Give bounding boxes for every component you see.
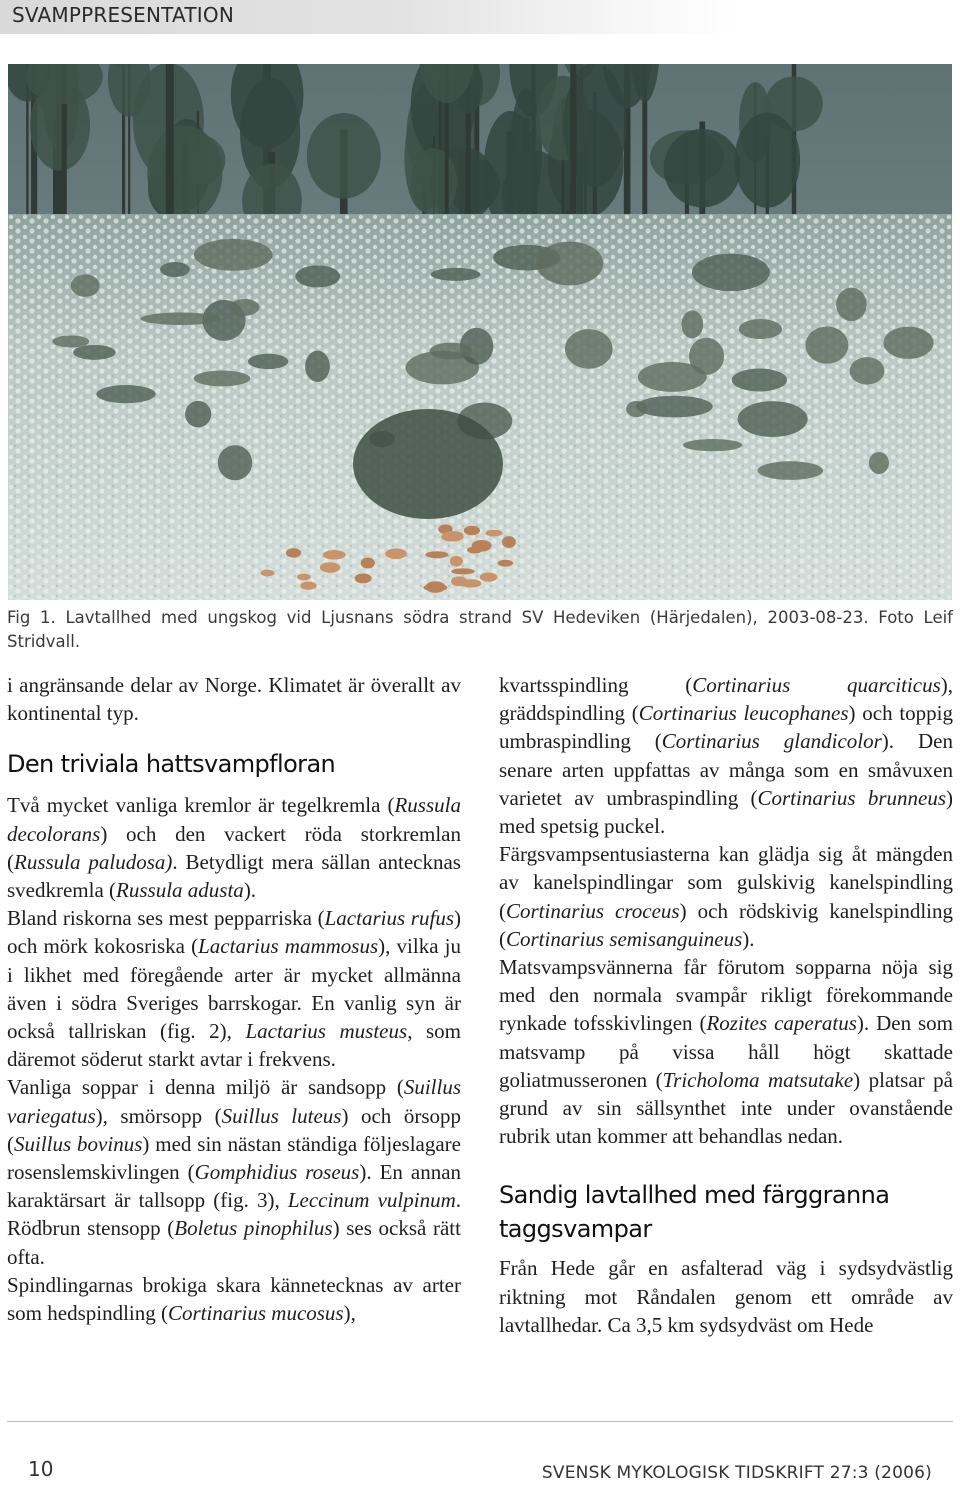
mushroom-cap — [361, 557, 375, 568]
shrub — [738, 401, 808, 437]
header-band — [0, 0, 740, 34]
mushroom-cap — [425, 581, 445, 593]
mushroom-cap — [451, 568, 475, 574]
paragraph-soppar: Vanliga soppar i denna miljö är sandsopp (Suillus variegatus), smörsopp (Suillus luteus) och örsopp (Suillus bovinus) med sin nästan ständiga följeslagare rosenslemskivlingen (Gomphidius roseus). En annan karaktärsart är tallsopp (fig. 3), Leccinum vulpinum. Rödbrun stensopp (Boletus pinophilus) ses också rätt ofta. — [7, 1075, 462, 1269]
mushroom-cap — [486, 530, 503, 537]
shrub — [140, 313, 220, 325]
mushroom-cap — [286, 548, 301, 558]
mushroom-cap — [355, 574, 372, 584]
tree-trunk — [570, 64, 576, 234]
shrub — [96, 385, 155, 403]
shrub — [295, 265, 340, 287]
shrub — [305, 351, 330, 382]
mushroom-cap — [450, 556, 463, 567]
paragraph-fargsvampar: Färgsvampsentusiasterna kan glädja sig åt mängden av kanelspindlingar som gulskivig kanelspindling (Cortinarius croceus) och rödskivig kanelspindling (Cortinarius semisanguineus). — [499, 842, 953, 951]
shrub — [431, 268, 481, 281]
mushroom-cap — [323, 550, 346, 559]
shrub — [536, 242, 603, 286]
tree-trunk — [166, 64, 174, 214]
shrub — [683, 439, 742, 451]
shrub — [160, 262, 190, 277]
paragraph-spindlingar-cont: kvartsspindling (Cortinarius quarciticus), gräddspindling (Cortinarius leucophanes) och toppig umbraspindling (Cortinarius glandicolor). Den senare arten uppfattas av många som en småvuxen varietet av umbraspindling (Cortinarius brunneus) med spetsig puckel. — [499, 673, 954, 839]
shrub — [430, 343, 473, 360]
shrub — [626, 401, 647, 417]
landscape-photo — [8, 64, 952, 600]
mushroom-cap — [297, 574, 311, 581]
shrub — [692, 254, 770, 292]
left-column — [7, 671, 461, 1327]
shrub — [230, 299, 260, 316]
shrub — [73, 345, 116, 360]
shrub — [194, 239, 273, 271]
forest-lichen-illustration — [8, 64, 952, 600]
mushroom-cap — [425, 551, 448, 558]
shrub — [836, 288, 867, 322]
tree-crown — [734, 113, 800, 208]
mushroom-cap — [480, 573, 498, 582]
footer-divider — [7, 1421, 953, 1422]
mushroom-cap — [261, 570, 275, 577]
mushroom-cap — [385, 549, 407, 560]
page-number: 10 — [28, 1457, 54, 1481]
tree-crown — [411, 148, 457, 216]
mushroom-cap — [498, 560, 514, 567]
paragraph-kremlor: Två mycket vanliga kremlor är tegelkremla (Russula decolorans) och den vackert röda storkremlan (Russula paludosa). Betydligt mera sällan antecknas svedkremla (Russula adusta). — [7, 793, 461, 903]
mushroom-cap — [461, 579, 482, 587]
shrub — [638, 362, 707, 392]
shrub — [185, 401, 211, 428]
intro-paragraph: i angränsande delar av Norge. Klimatet är överallt av kontinental typ. — [7, 673, 461, 726]
mushroom-cap — [300, 581, 316, 589]
shrub — [805, 326, 848, 363]
section-heading-sandig-lavtallhed: Sandig lavtallhed med färggranna taggsvampar — [499, 1181, 890, 1244]
mushroom-cap — [467, 547, 483, 554]
shrub — [52, 335, 89, 347]
shrub — [353, 409, 503, 519]
shrub — [757, 461, 823, 480]
shrub — [636, 396, 713, 418]
tree-crown — [664, 129, 741, 208]
journal-name: SVENSK MYKOLOGISK TIDSKRIFT 27:3 (2006) — [541, 1463, 932, 1483]
paragraph-hede: Från Hede går en asfalterad väg i sydsydvästlig riktning mot Råndalen genom ett område av lavtallhedar. Ca 3,5 km sydsydväst om Hede — [499, 1256, 953, 1337]
section-heading-trivial-flora: Den triviala hattsvampfloran — [7, 750, 336, 779]
tree-crown — [147, 125, 222, 221]
shrub — [732, 369, 787, 392]
shrub — [194, 371, 251, 387]
shrub — [869, 452, 889, 474]
tree-crown — [307, 113, 381, 199]
paragraph-spindlingar: Spindlingarnas brokiga skara kännetecknas av arter som hedspindling (Cortinarius mucosus), — [7, 1272, 461, 1326]
shrub — [681, 310, 703, 338]
mushroom-cap — [320, 562, 341, 573]
right-column — [499, 671, 953, 1339]
shrub — [850, 357, 885, 384]
shrub — [248, 354, 288, 369]
mushroom-cap — [441, 533, 463, 542]
section-title: SVAMPPRESENTATION — [12, 3, 234, 27]
mushroom-cap — [502, 536, 516, 548]
shrub — [739, 319, 782, 339]
paragraph-matsvampar: Matsvampsvännerna får förutom sopparna nöja sig med den normala svampår rikligt förekommande rynkade tofsskivlingen (Rozites caperatus). Den som matsvamp på vissa håll högt skattade goliatmusseronen (Tricholoma matsutake) platsar på grund av sin sällsynthet inte under ovanstående rubrik utan kommer att behandlas nedan. — [499, 955, 953, 1149]
shrub — [71, 274, 100, 297]
shrub — [565, 329, 613, 369]
paragraph-riskor: Bland riskorna ses mest pepparriska (Lactarius rufus) och mörk kokosriska (Lactarius mammosus), vilka ju i likhet med föregående arter är mycket allmänna även i södra Sveriges barrskogar. En vanlig syn är också tallriskan (fig. 2), Lactarius musteus, som däremot söderut starkt avtar i frekvens. — [7, 906, 461, 1072]
shrub — [218, 445, 252, 480]
figure-caption: Fig 1. Lavtallhed med ungskog vid Ljusnans södra strand SV Hedeviken (Härjedalen), 2003-08-23. Foto Leif Stridvall. — [7, 608, 953, 651]
mushroom-cap — [464, 526, 480, 535]
shrub — [883, 327, 933, 359]
